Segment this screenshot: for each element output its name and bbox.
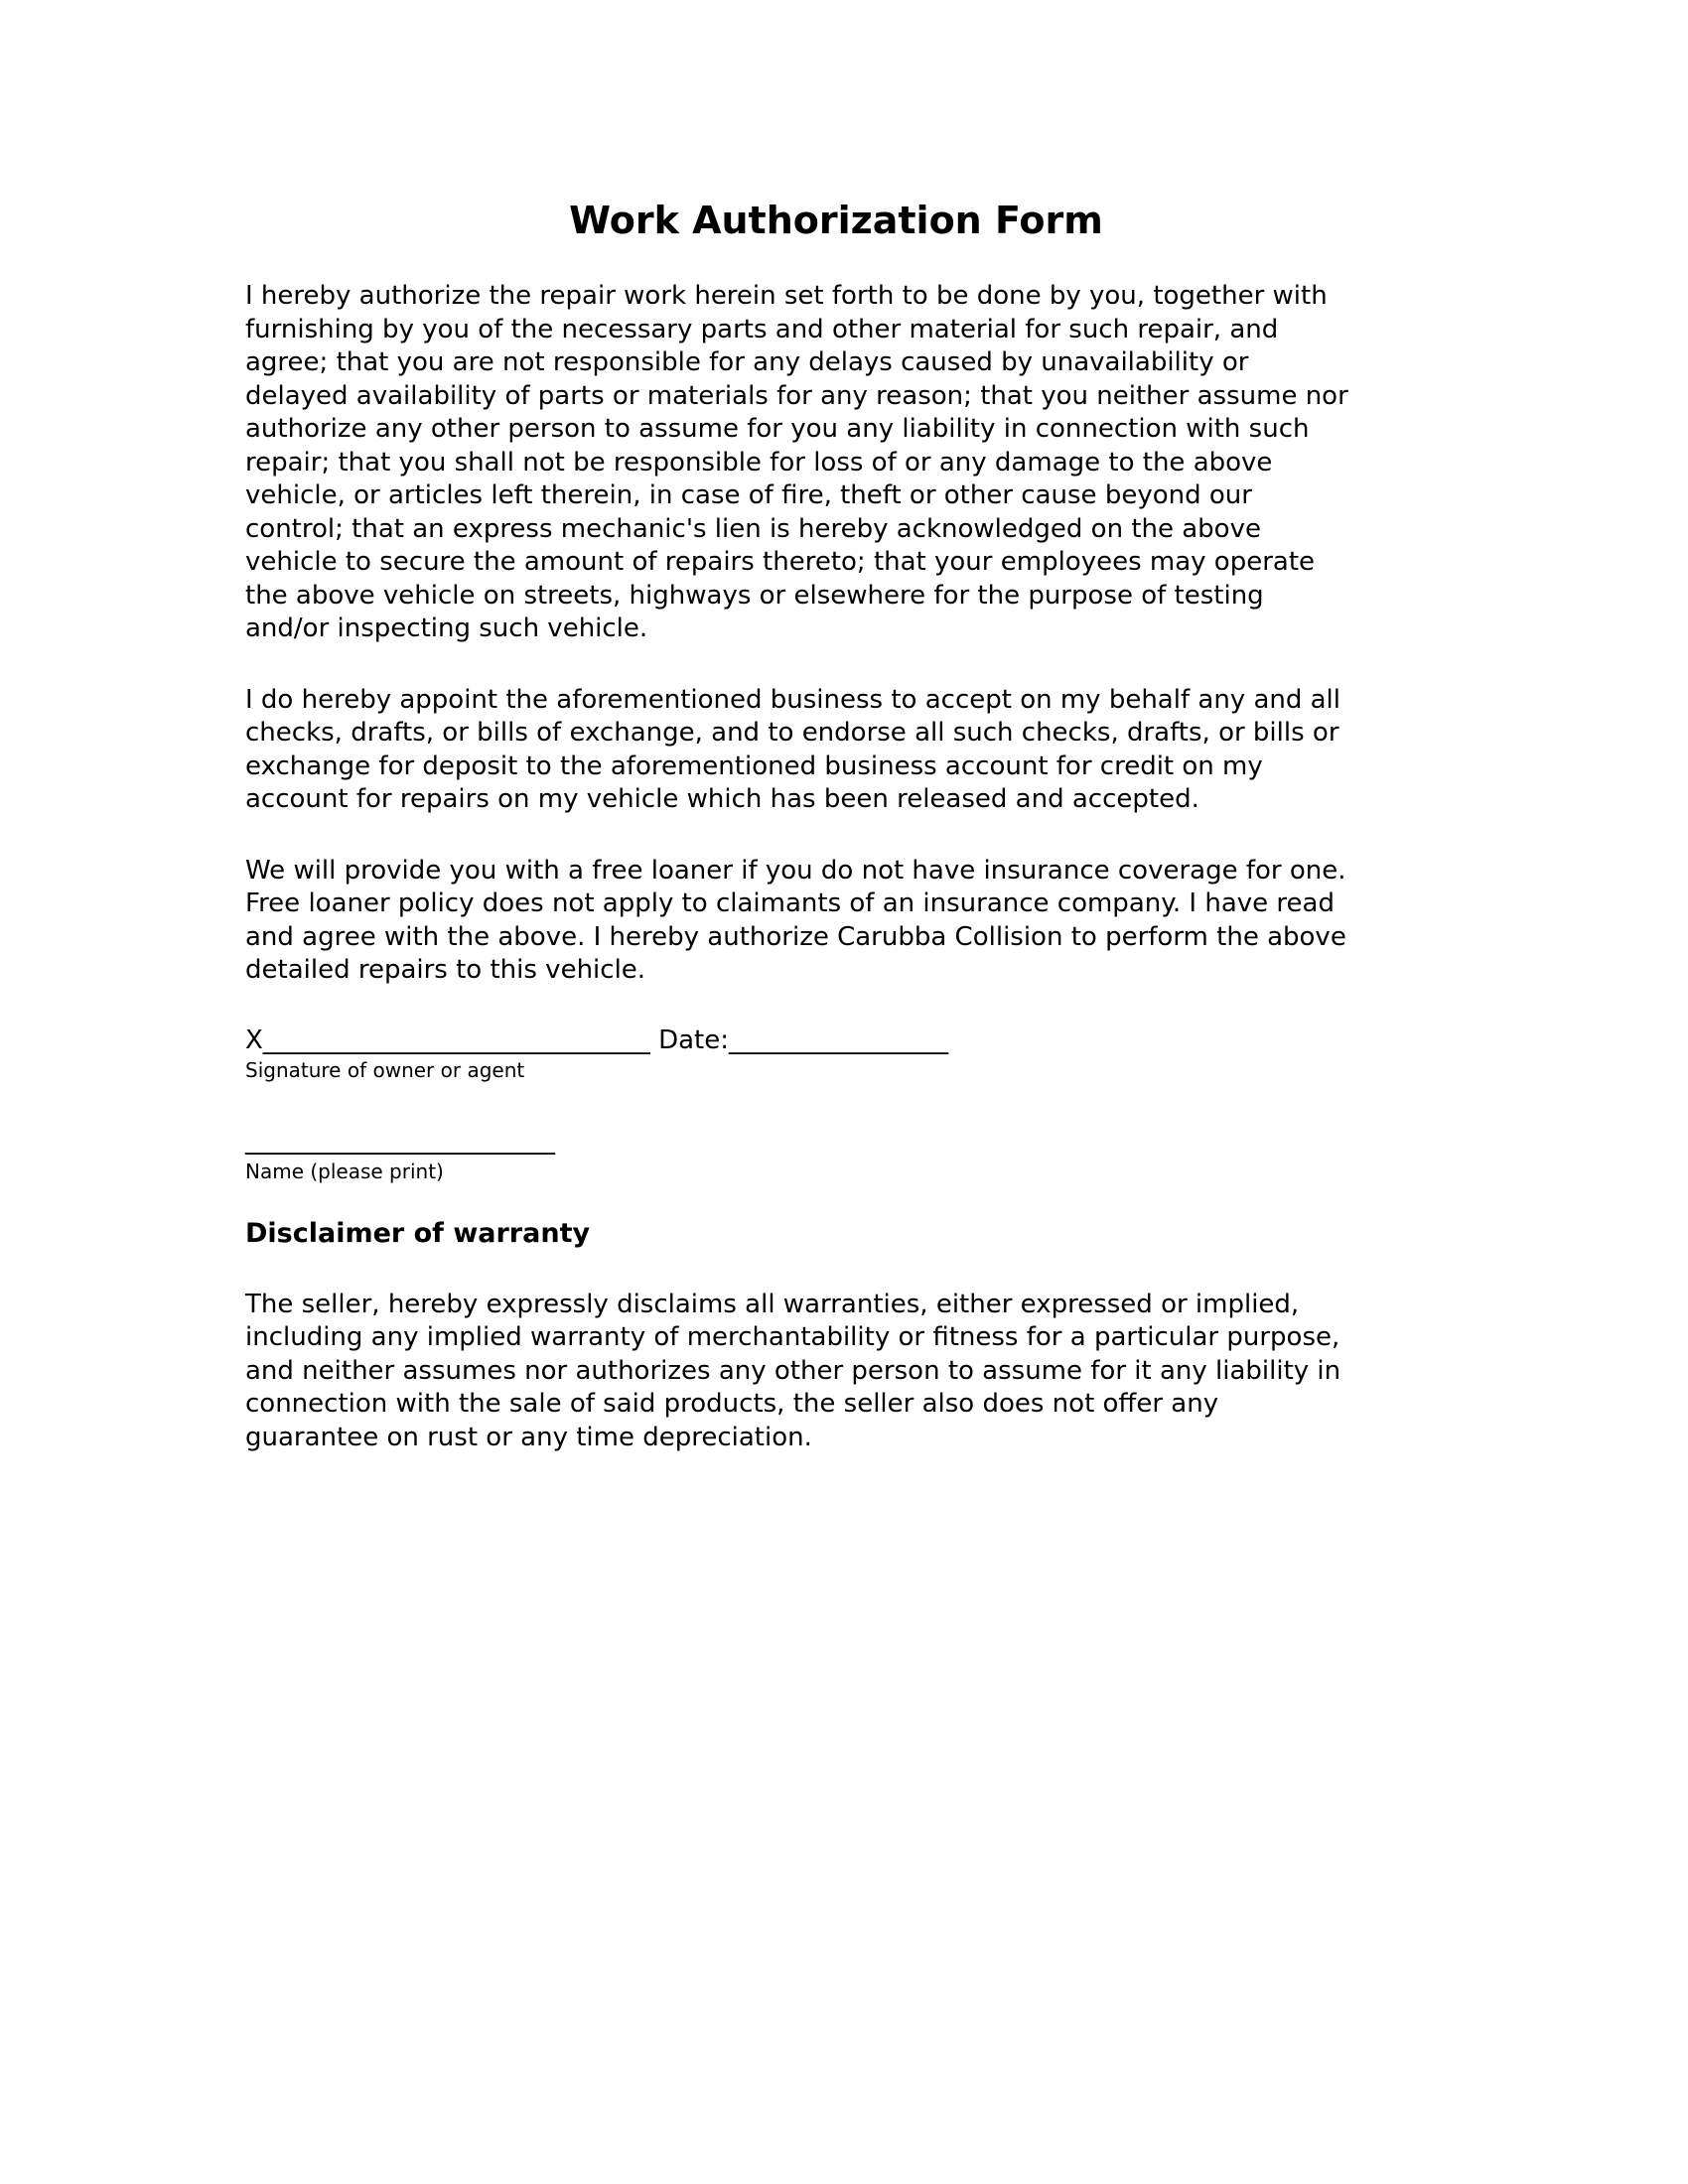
name-caption: Name (please print) <box>245 1159 444 1183</box>
authorization-paragraph <box>245 280 1688 646</box>
text-line: account for repairs on my vehicle which has been released and accepted. <box>245 784 1199 814</box>
signature-caption: Signature of owner or agent <box>245 1058 525 1082</box>
text-line: and neither assumes nor authorizes any other person to assume for it any liability in <box>245 1355 1341 1386</box>
page-title: Work Authorization Form <box>569 199 1103 242</box>
text-line: repair; that you shall not be responsible for loss of or any damage to the above <box>245 447 1273 478</box>
text-line: checks, drafts, or bills of exchange, and to endorse all such checks, drafts, or bills or <box>245 718 1339 748</box>
text-line: control; that an express mechanic's lien is hereby acknowledged on the above <box>245 513 1261 544</box>
text-line: vehicle, or articles left therein, in case of fire, theft or other cause beyond our <box>245 480 1252 510</box>
name-print-field[interactable]: ________________________ <box>245 1126 555 1156</box>
text-line: Free loaner policy does not apply to claimants of an insurance company. I have read <box>245 888 1335 918</box>
text-line: and/or inspecting such vehicle. <box>245 614 648 643</box>
text-line: detailed repairs to this vehicle. <box>245 955 646 985</box>
text-line: I hereby authorize the repair work herein set forth to be done by you, together with <box>245 281 1328 311</box>
text-line: The seller, hereby expressly disclaims all warranties, either expressed or implied, <box>245 1289 1300 1319</box>
text-line: agree; that you are not responsible for any delays caused by unavailability or <box>245 347 1249 377</box>
text-line: exchange for deposit to the aforementioned business account for credit on my <box>245 751 1263 781</box>
text-line: I do hereby appoint the aforementioned business to accept on my behalf any and all <box>245 684 1341 715</box>
endorsement-paragraph <box>245 684 1688 817</box>
text-line: authorize any other person to assume for you any liability in connection with such <box>245 414 1310 444</box>
text-line: connection with the sale of said products, the seller also does not offer any <box>245 1389 1219 1419</box>
loaner-paragraph <box>245 855 1688 988</box>
text-line: the above vehicle on streets, highways or elsewhere for the purpose of testing <box>245 580 1264 611</box>
text-line: furnishing by you of the necessary parts and other material for such repair, and <box>245 314 1279 344</box>
text-line: guarantee on rust or any time depreciation. <box>245 1422 812 1452</box>
text-line: We will provide you with a free loaner if you do not have insurance coverage for one. <box>245 855 1346 886</box>
text-line: including any implied warranty of merchantability or fitness for a particular purpose, <box>245 1322 1340 1352</box>
text-line: vehicle to secure the amount of repairs thereto; that your employees may operate <box>245 547 1316 577</box>
disclaimer-heading: Disclaimer of warranty <box>245 1217 591 1249</box>
signature-date-field[interactable]: X______________________________ Date:_________________ <box>245 1024 948 1055</box>
text-line: and agree with the above. I hereby authorize Carubba Collision to perform the above <box>245 921 1346 952</box>
text-line: delayed availability of parts or materials for any reason; that you neither assume nor <box>245 380 1348 411</box>
disclaimer-paragraph <box>245 1289 1688 1455</box>
